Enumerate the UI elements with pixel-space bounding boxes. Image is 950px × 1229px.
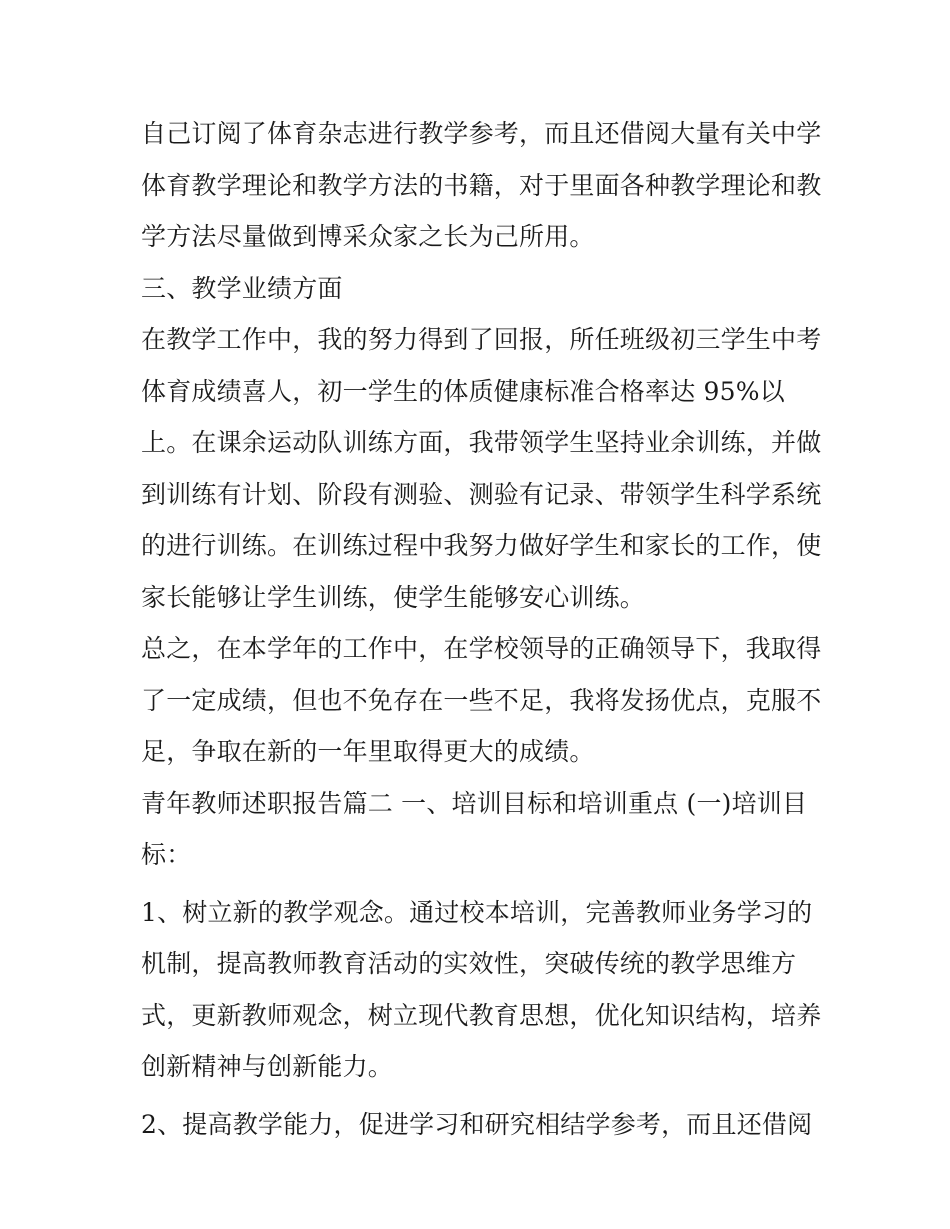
list-item-2: 2、提高教学能力，促进学习和研究相结学参考，而且还借阅 [141, 1109, 813, 1139]
text-line: 创新精神与创新能力。 [141, 1052, 394, 1081]
text-line: 式，更新教师观念，树立现代教育思想，优化知识结构，培养 [141, 1000, 822, 1030]
section-heading: 三、教学业绩方面 [141, 273, 343, 303]
text-line: 上。在课余运动队训练方面，我带领学生坚持业余训练，并做 [141, 428, 822, 457]
text-line: 到训练有计划、阶段有测验、测验有记录、带领学生科学系统 [141, 479, 822, 509]
list-item-1: 1、树立新的教学观念。通过校本培训，完善教师业务学习的 [141, 897, 813, 927]
text-line: 总之，在本学年的工作中，在学校领导的正确领导下，我取得 [141, 634, 822, 663]
text-line: 机制，提高教师教育活动的实效性，突破传统的教学思维方 [141, 949, 797, 978]
text-line: 家长能够让学生训练，使学生能够安心训练。 [141, 582, 646, 612]
text-line: 自己订阅了体育杂志进行教学参考，而且还借阅大量有关中学 [141, 119, 822, 148]
document-body [141, 108, 821, 1150]
text-line: 足，争取在新的一年里取得更大的成绩。 [141, 737, 595, 766]
text-line: 的进行训练。在训练过程中我努力做好学生和家长的工作，使 [141, 531, 822, 560]
text-line: 标： [141, 840, 192, 869]
text-line: 体育成绩喜人，初一学生的体质健康标准合格率达 95%以 [141, 376, 785, 406]
text-line: 青年教师述职报告篇二 一、培训目标和培训重点 (一)培训目 [141, 788, 808, 818]
text-line: 学方法尽量做到博采众家之长为己所用。 [141, 222, 595, 251]
text-line: 体育教学理论和教学方法的书籍，对于里面各种教学理论和教 [141, 170, 822, 200]
text-line: 在教学工作中，我的努力得到了回报，所任班级初三学生中考 [141, 325, 822, 354]
text-line: 了一定成绩，但也不免存在一些不足，我将发扬优点，克服不 [141, 685, 822, 715]
